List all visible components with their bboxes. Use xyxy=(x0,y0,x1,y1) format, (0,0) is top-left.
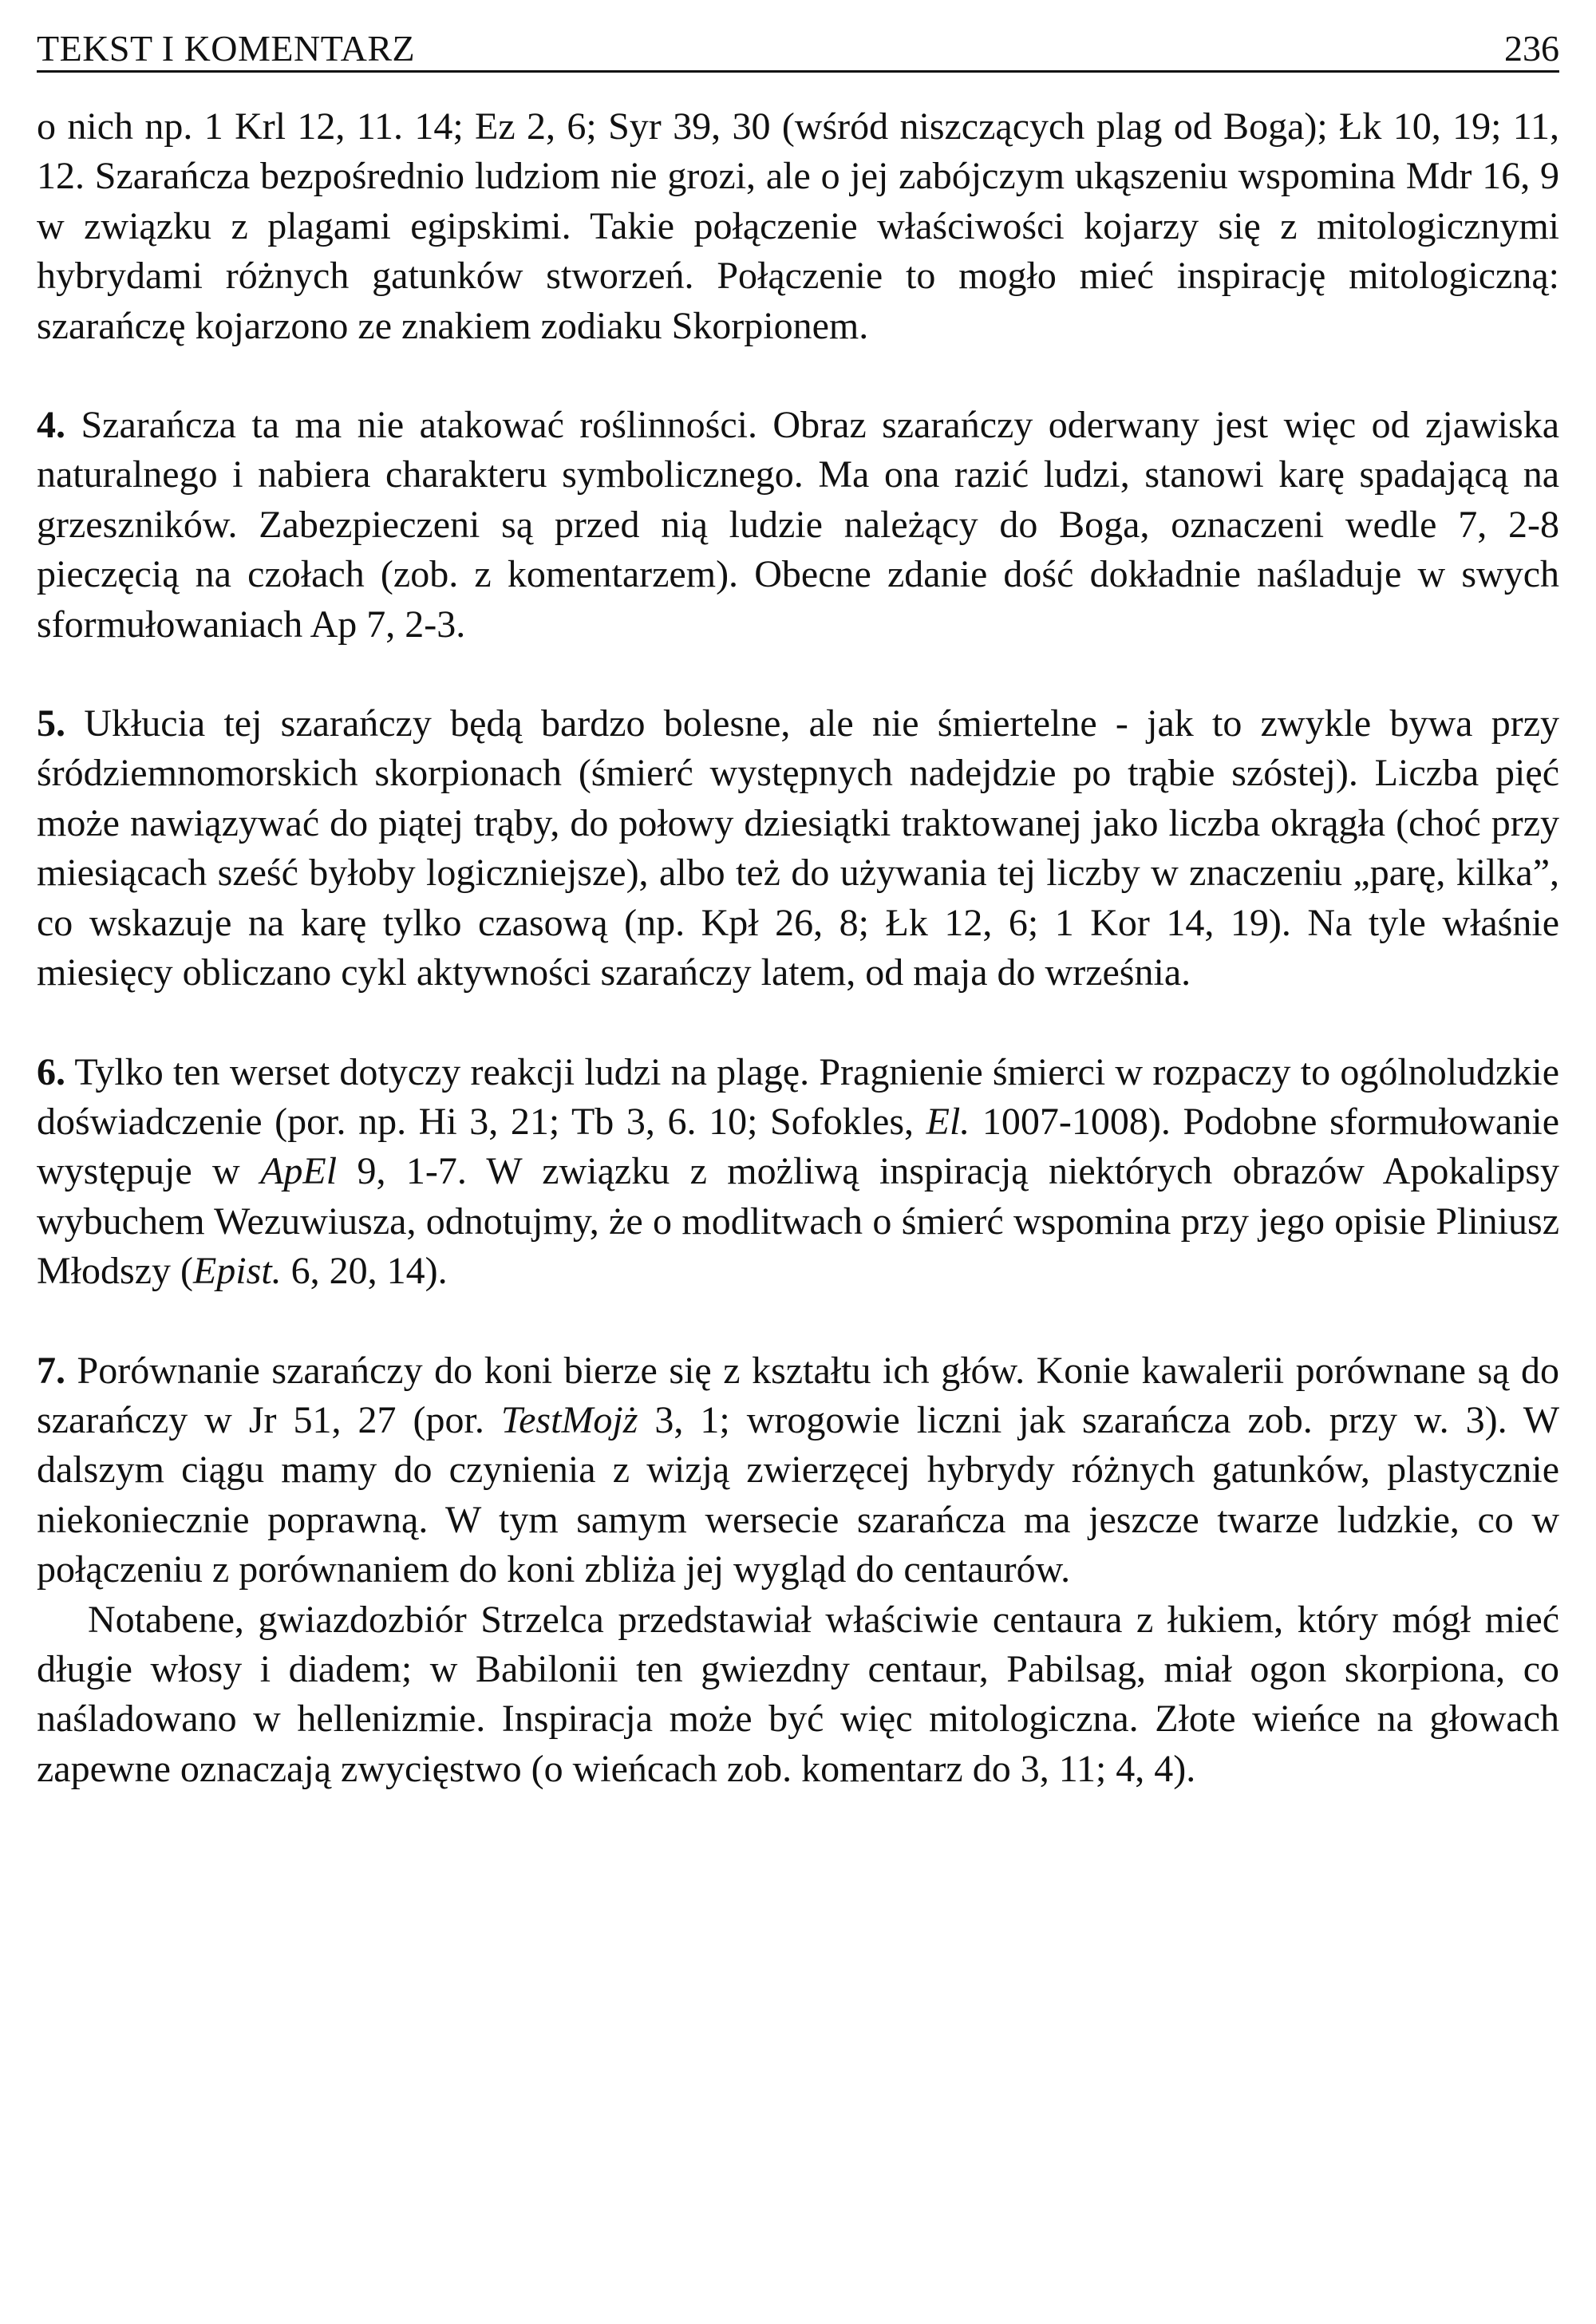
paragraph-text: Notabene, gwiazdozbiór Strzelca przedstawiał właściwie centaura z łukiem, który mógł mieć długie włosy i diadem; w Babilonii ten gwiezdny centaur, Pabilsag, miał ogon skorpiona, co naśladowano w hellenizmie. Inspiracja może być więc mitologiczna. Złote wieńce na głowach zapewne oznaczają zwycięstwo (o wieńcach zob. komentarz do 3, 11; 4, 4). xyxy=(37,1598,1559,1790)
paragraph-verse-5 xyxy=(37,699,1559,998)
verse-number: 7. xyxy=(37,1349,65,1392)
paragraph-text: 1007-1008). Podobne sformułowanie występuje w xyxy=(37,1100,1560,1193)
verse-number: 4. xyxy=(37,404,65,447)
paragraph-text: o nich np. 1 Krl 12, 11. 14; Ez 2, 6; Syr 39, 30 (wśród niszczących plag od Boga); Łk 10, 19; 11, 12. Szarańcza bezpośrednio ludziom nie grozi, ale o jej zabójczym ukąszeniu wspomina Mdr 16, 9 w związku z plagami egipskimi. Takie połączenie właściwości kojarzy się z mitologicznymi hybrydami różnych gatunków stworzeń. Połączenie to mogło mieć inspirację mitologiczną: szarańczę kojarzono ze znakiem zodiaku Skorpionem. xyxy=(37,105,1559,347)
verse-number: 6. xyxy=(37,1050,65,1093)
running-header xyxy=(37,22,1559,73)
paragraph-continued xyxy=(37,102,1559,351)
paragraph-text: Tylko ten werset dotyczy reakcji ludzi na plagę. Pragnienie śmierci w rozpaczy to ogólnoludzkie doświadczenie (por. np. Hi 3, 21; Tb 3, 6. 10; Sofokles, xyxy=(37,1050,1559,1143)
paragraph-text: Szarańcza ta ma nie atakować roślinności. Obraz szarańczy oderwany jest więc od zjawiska naturalnego i nabiera charakteru symbolicznego. Ma ona razić ludzi, stanowi karę spadającą na grzeszników. Zabezpieczeni są przed nią ludzie należący do Boga, oznaczeni wedle 7, 2-8 pieczęcią na czołach (zob. z komentarzem). Obecne zdanie dość dokładnie naśladuje w swych sformułowaniach Ap 7, 2-3. xyxy=(37,404,1559,646)
verse-number: 5. xyxy=(37,702,65,745)
commentary-text xyxy=(37,102,1559,1794)
italic-reference: TestMojż xyxy=(500,1398,638,1441)
italic-reference: El. xyxy=(926,1100,970,1143)
italic-reference: Epist. xyxy=(192,1250,282,1293)
paragraph-text: Porównanie szarańczy do koni bierze się z kształtu ich głów. Konie kawalerii porównane są do szarańczy w Jr 51, 27 (por. xyxy=(37,1349,1559,1441)
paragraph-text: 9, 1-7. W związku z możliwą inspiracją niektórych obrazów Apokalipsy wybuchem Wezuwiusza, odnotujmy, że o modlitwach o śmierć wspomina przy jego opisie Pliniusz Młodszy ( xyxy=(37,1150,1559,1293)
paragraph-text: Ukłucia tej szarańczy będą bardzo bolesne, ale nie śmiertelne - jak to zwykle bywa przy śródziemnomorskich skorpionach (śmierć występnych nadejdzie po trąbie szóstej). Liczba pięć może nawiązywać do piątej trąby, do połowy dziesiątki traktowanej jako liczba okrągła (choć przy miesiącach sześć byłoby logiczniejsze), albo też do używania tej liczby w znaczeniu „parę, kilka”, co wskazuje na karę tylko czasową (np. Kpł 26, 8; Łk 12, 6; 1 Kor 14, 19). Na tyle właśnie miesięcy obliczano cykl aktywności szarańczy latem, od maja do września. xyxy=(37,702,1559,994)
paragraph-verse-4 xyxy=(37,401,1559,650)
paragraph-verse-7 xyxy=(37,1346,1559,1595)
paragraph-verse-6 xyxy=(37,1048,1559,1297)
page-number: 236 xyxy=(1504,28,1559,69)
paragraph-notabene xyxy=(37,1595,1559,1795)
italic-reference: ApEl xyxy=(260,1150,338,1193)
paragraph-text: 6, 20, 14). xyxy=(281,1250,448,1293)
running-header-title: TEKST I KOMENTARZ xyxy=(37,28,416,69)
paragraph-text: 3, 1; wrogowie liczni jak szarańcza zob. przy w. 3). W dalszym ciągu mamy do czynienia z wizją zwierzęcej hybrydy różnych gatunków, plastycznie niekoniecznie poprawną. W tym samym wersecie szarańcza ma jeszcze twarze ludzkie, co w połączeniu z porównaniem do koni zbliża jej wygląd do centaurów. xyxy=(37,1398,1559,1591)
